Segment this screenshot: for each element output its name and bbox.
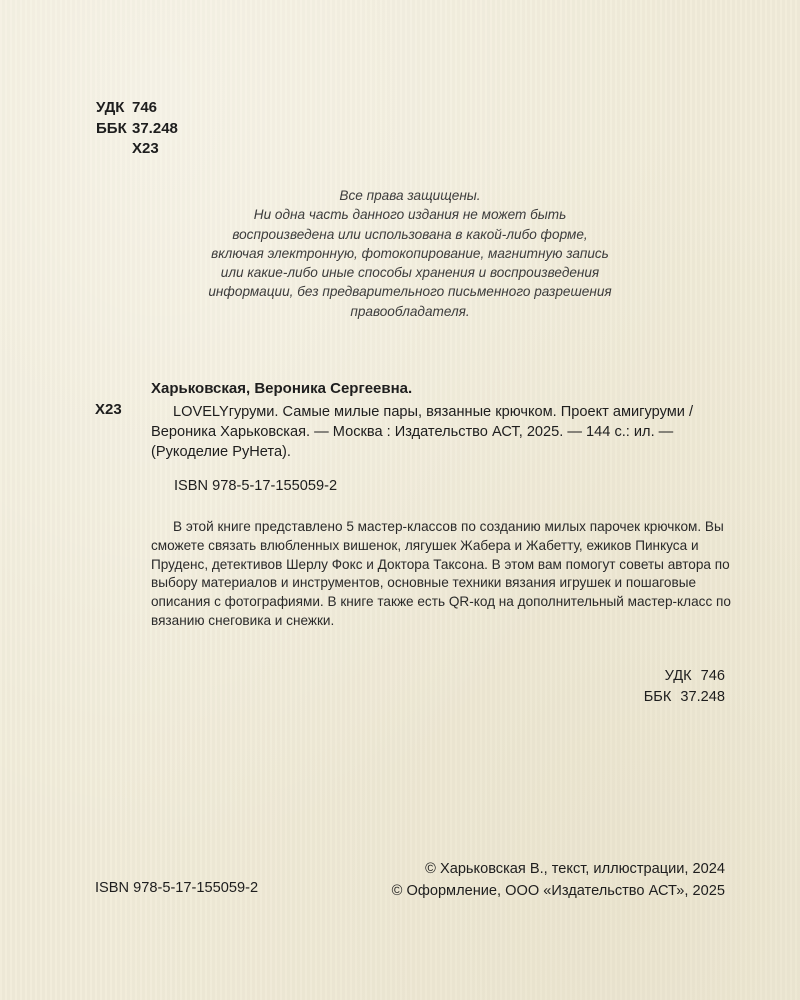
bbk-value: 37.248 bbox=[132, 119, 178, 137]
bibliographic-entry: LOVELYгуруми. Самые милые пары, вязанные крючком. Проект амигуруми / Вероника Харьковская. — Москва : Издательство АСТ, 2025. — 144 с.: ил. — (Рукоделие РуНета). bbox=[151, 404, 694, 461]
author-heading: Харьковская, Вероника Сергеевна. bbox=[151, 380, 413, 397]
rights-line: или какие-либо иные способы хранения и воспроизведения bbox=[220, 265, 600, 281]
footer-isbn: ISBN 978-5-17-155059-2 bbox=[95, 880, 259, 896]
copyright-block bbox=[392, 858, 725, 902]
author-mark-code: Х23 bbox=[132, 140, 159, 157]
rights-line: информации, без предварительного письменного разрешения bbox=[208, 284, 612, 300]
udk-bbk-block-bottom bbox=[644, 666, 725, 708]
copyright-text: © Харьковская В., текст, иллюстрации, 2024 bbox=[425, 861, 725, 877]
copyright-design: © Оформление, ООО «Издательство АСТ», 2025 bbox=[391, 883, 725, 899]
bbk-value: 37.248 bbox=[680, 689, 725, 705]
annotation-paragraph: В этой книге представлено 5 мастер-классов по созданию милых парочек крючком. Вы сможете связать влюбленных вишенок, лягушек Жабера и Жабетту, ежиков Пинкуса и Пруденс, детективов Шерлу Фокс и Доктора Таксона. В этом вам помогут советы автора по выбору материалов и инструментов, основные техники вязания игрушек и пошаговые описания с фотографиями. В книге также есть QR-код на дополнительный мастер-класс по вязанию снеговика и снежки. bbox=[151, 519, 731, 628]
catalog-code: Х23 bbox=[95, 401, 122, 418]
rights-line: Ни одна часть данного издания не может быть bbox=[253, 207, 567, 223]
catalog-isbn: ISBN 978-5-17-155059-2 bbox=[174, 478, 338, 494]
bbk-label: ББК bbox=[643, 689, 672, 705]
rights-line: включая электронную, фотокопирование, магнитную запись bbox=[211, 245, 609, 261]
rights-line: правообладателя. bbox=[350, 303, 470, 319]
udk-value: 746 bbox=[132, 99, 158, 116]
rights-line: Все права защищены. bbox=[339, 188, 481, 203]
rights-line: воспроизведена или использована в какой-либо форме, bbox=[232, 226, 588, 242]
udk-label: УДК bbox=[664, 668, 692, 684]
rights-notice bbox=[180, 186, 640, 321]
bbk-label: ББК bbox=[96, 119, 127, 137]
udk-value: 746 bbox=[700, 668, 725, 684]
udk-bbk-block-top bbox=[96, 98, 178, 160]
udk-label: УДК bbox=[96, 99, 125, 116]
